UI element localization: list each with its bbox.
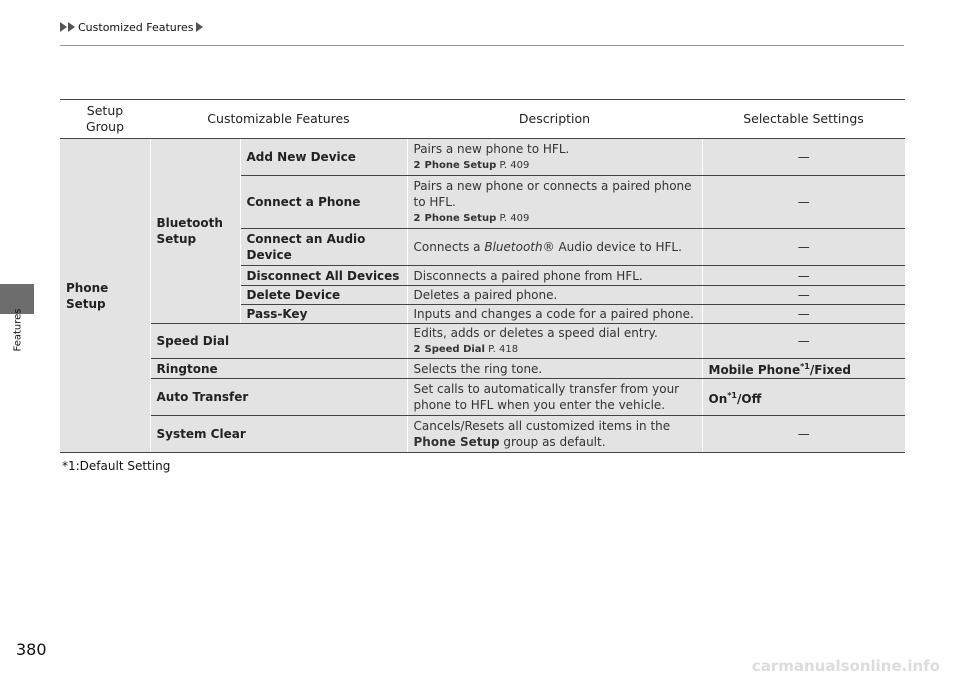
feature-description (407, 229, 702, 266)
table-header-row (60, 100, 905, 139)
selectable-setting: — (702, 176, 905, 229)
side-section-label (11, 310, 25, 350)
feature-name: Add New Device (240, 139, 407, 176)
feature-name: Delete Device (240, 286, 407, 305)
triangle-right-icon (60, 22, 67, 32)
reference-label: Phone Setup (424, 159, 497, 171)
setting-separator: / (809, 363, 815, 377)
feature-description: Selects the ring tone. (407, 359, 702, 379)
description-strong: Phone Setup (413, 435, 500, 449)
selectable-setting: — (702, 416, 905, 453)
feature-name: Connect a Phone (240, 176, 407, 229)
footnote-marker: *1 (800, 362, 810, 371)
side-section-text: Features (12, 308, 24, 352)
breadcrumb (60, 20, 204, 34)
table-row (60, 139, 905, 176)
setting-separator: / (737, 391, 742, 406)
feature-name: Auto Transfer (150, 379, 407, 416)
reference-page: P. 409 (499, 159, 530, 171)
footnote-marker: *1 (727, 390, 737, 400)
feature-description (407, 324, 702, 359)
triangle-right-icon (196, 22, 203, 32)
watermark: carmanualsonline.info (751, 657, 940, 675)
page-reference (414, 211, 696, 227)
selectable-setting: — (702, 266, 905, 286)
setting-option: Off (741, 391, 762, 406)
breadcrumb-label: Customized Features (78, 20, 194, 34)
page-reference (414, 342, 696, 358)
selectable-setting: — (702, 305, 905, 324)
feature-description (407, 139, 702, 176)
table-row (60, 324, 905, 359)
description-text: Cancels/Resets all customized items in the (413, 419, 671, 433)
description-text: group as default. (499, 435, 606, 449)
feature-name: Disconnect All Devices (240, 266, 407, 286)
reference-arrow-icon: 2 (413, 343, 421, 355)
feature-description (407, 416, 702, 453)
setting-option: On (708, 391, 728, 406)
description-emphasis: Bluetooth (484, 240, 543, 254)
feature-description: Deletes a paired phone. (407, 286, 702, 305)
table-row (60, 379, 905, 416)
page-reference (414, 158, 696, 174)
feature-description: Disconnects a paired phone from HFL. (407, 266, 702, 286)
feature-name: Pass-Key (240, 305, 407, 324)
feature-description: Set calls to automatically transfer from your phone to HFL when you enter the vehicle. (407, 379, 702, 416)
reference-label: Speed Dial (424, 343, 485, 355)
description-text: Pairs a new phone to HFL. (413, 141, 570, 156)
header-customizable-features: Customizable Features (150, 100, 407, 139)
selectable-setting: — (702, 286, 905, 305)
description-text: Edits, adds or deletes a speed dial entry. (413, 325, 658, 340)
setup-group-phone: Phone Setup (60, 139, 150, 453)
subgroup-bluetooth-setup: Bluetooth Setup (150, 139, 240, 324)
footnote: *1:Default Setting (62, 459, 171, 473)
customizable-features-table (60, 99, 905, 453)
header-rule (60, 45, 904, 46)
header-description: Description (407, 100, 702, 139)
reference-arrow-icon: 2 (413, 212, 421, 224)
reference-arrow-icon: 2 (413, 159, 421, 171)
feature-name: Speed Dial (150, 324, 407, 359)
header-selectable-settings: Selectable Settings (702, 100, 905, 139)
table-row (60, 359, 905, 379)
reference-page: P. 409 (499, 212, 530, 224)
description-text: Pairs a new phone or connects a paired phone to HFL. (413, 178, 692, 209)
reference-label: Phone Setup (424, 212, 497, 224)
setting-option: Mobile Phone (708, 363, 801, 377)
selectable-setting: — (702, 229, 905, 266)
selectable-setting: — (702, 324, 905, 359)
setting-option: Fixed (814, 363, 852, 377)
description-text: ® Audio device to HFL. (542, 240, 682, 254)
reference-page: P. 418 (488, 343, 519, 355)
description-text: Connects a (413, 240, 485, 254)
selectable-setting (702, 379, 905, 416)
feature-name: Ringtone (150, 359, 407, 379)
selectable-setting: — (702, 139, 905, 176)
triangle-right-icon (68, 22, 75, 32)
page-number: 380 (16, 640, 47, 659)
feature-description: Inputs and changes a code for a paired phone. (407, 305, 702, 324)
feature-name: System Clear (150, 416, 407, 453)
selectable-setting (702, 359, 905, 379)
table-row (60, 416, 905, 453)
header-setup-group: Setup Group (60, 100, 150, 139)
feature-name: Connect an Audio Device (240, 229, 407, 266)
feature-description (407, 176, 702, 229)
